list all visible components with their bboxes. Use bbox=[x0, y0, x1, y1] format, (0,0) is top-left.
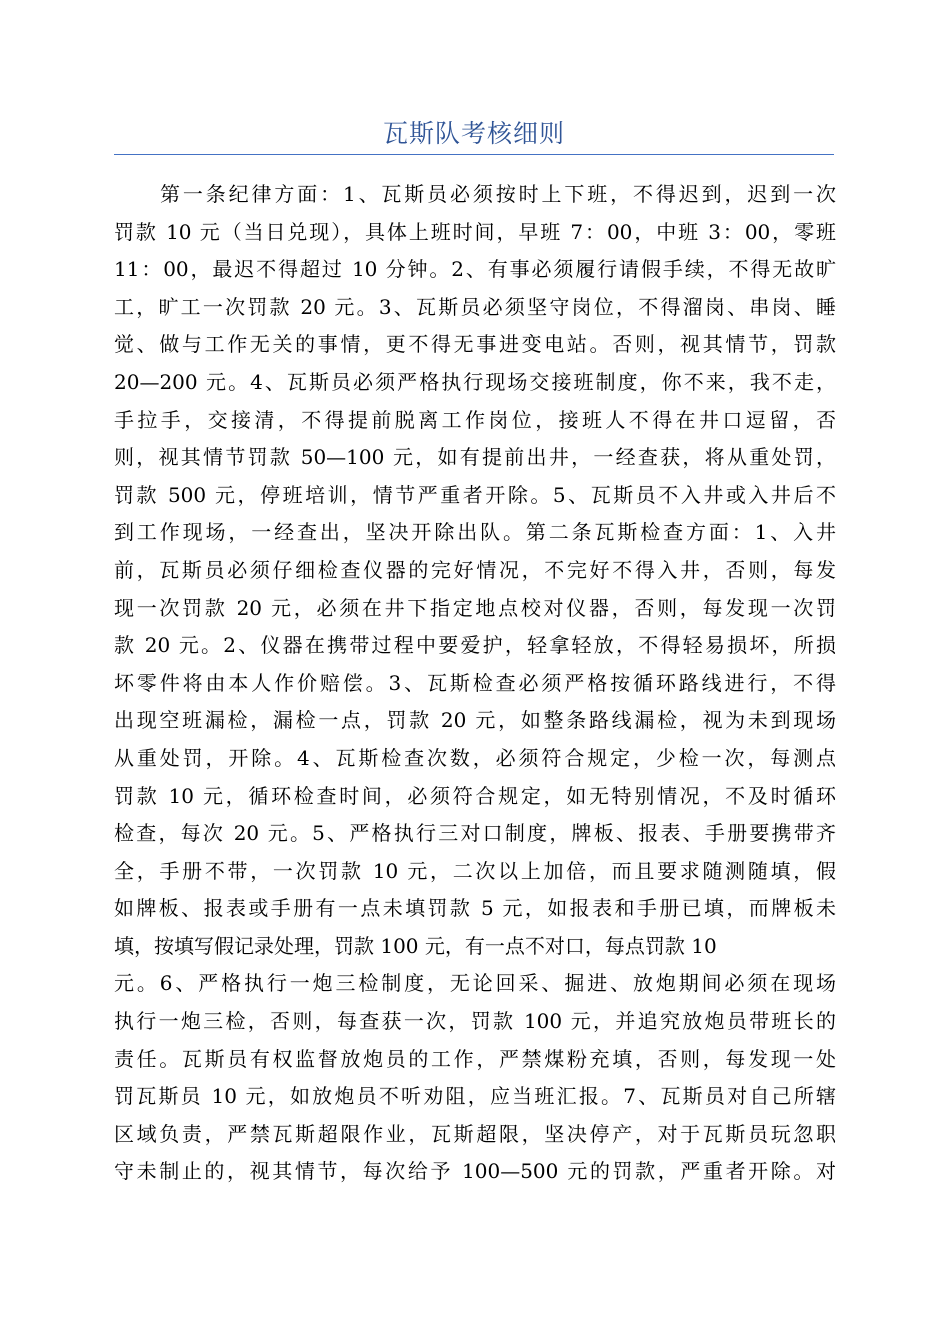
body-line: 坏零件将由本人作价赔偿。3、瓦斯检查必须严格按循环路线进行，不得 bbox=[114, 670, 836, 695]
body-line: 前，瓦斯员必须仔细检查仪器的完好情况，不完好不得入井，否则，每发 bbox=[114, 557, 836, 582]
body-line: 责任。瓦斯员有权监督放炮员的工作，严禁煤粉充填，否则，每发现一处 bbox=[114, 1046, 836, 1071]
body-line: 填，按填写假记录处理，罚款 100 元，有一点不对口，每点罚款 10 bbox=[114, 933, 717, 958]
body-line: 现一次罚款 20 元，必须在井下指定地点校对仪器，否则，每发现一次罚 bbox=[114, 595, 836, 620]
body-line: 到工作现场，一经查出，坚决开除出队。第二条瓦斯检查方面：1、入井 bbox=[114, 520, 836, 545]
body-line: 觉、做与工作无关的事情，更不得无事进变电站。否则，视其情节，罚款 bbox=[114, 332, 836, 357]
body-line: 元。6、严格执行一炮三检制度，无论回采、掘进、放炮期间必须在现场 bbox=[114, 971, 836, 996]
title-underline bbox=[114, 154, 834, 155]
body-line: 区域负责，严禁瓦斯超限作业，瓦斯超限，坚决停产，对于瓦斯员玩忽职 bbox=[114, 1121, 836, 1146]
body-line: 全，手册不带，一次罚款 10 元，二次以上加倍，而且要求随测随填，假 bbox=[114, 858, 836, 883]
body-line: 如牌板、报表或手册有一点未填罚款 5 元，如报表和手册已填，而牌板未 bbox=[114, 896, 836, 921]
body-line: 执行一炮三检，否则，每查获一次，罚款 100 元，并追究放炮员带班长的 bbox=[114, 1009, 836, 1034]
body-line: 检查，每次 20 元。5、严格执行三对口制度，牌板、报表、手册要携带齐 bbox=[114, 821, 836, 846]
body-line: 20—200 元。4、瓦斯员必须严格执行现场交接班制度，你不来，我不走， bbox=[114, 369, 836, 394]
body-line: 从重处罚，开除。4、瓦斯检查次数，必须符合规定，少检一次，每测点 bbox=[114, 745, 836, 770]
body-line: 罚款 10 元（当日兑现），具体上班时间，早班 7：00，中班 3：00，零班 bbox=[114, 219, 836, 244]
document-body bbox=[114, 176, 836, 1191]
body-line: 罚瓦斯员 10 元，如放炮员不听劝阻，应当班汇报。7、瓦斯员对自己所辖 bbox=[114, 1084, 836, 1109]
body-line: 罚款 10 元，循环检查时间，必须符合规定，如无特别情况，不及时循环 bbox=[114, 783, 836, 808]
body-line: 11：00，最迟不得超过 10 分钟。2、有事必须履行请假手续，不得无故旷 bbox=[114, 257, 836, 282]
body-line: 出现空班漏检，漏检一点，罚款 20 元，如整条路线漏检，视为未到现场 bbox=[114, 708, 836, 733]
body-line: 守未制止的，视其情节，每次给予 100—500 元的罚款，严重者开除。对 bbox=[114, 1159, 836, 1184]
body-line: 第一条纪律方面：1、瓦斯员必须按时上下班，不得迟到，迟到一次 bbox=[160, 182, 836, 206]
body-line: 罚款 500 元，停班培训，情节严重者开除。5、瓦斯员不入井或入井后不 bbox=[114, 482, 836, 507]
body-line: 手拉手，交接清，不得提前脱离工作岗位，接班人不得在井口逗留，否 bbox=[114, 407, 836, 432]
body-line: 则，视其情节罚款 50—100 元，如有提前出井，一经查获，将从重处罚， bbox=[114, 445, 836, 470]
document-title: 瓦斯队考核细则 bbox=[382, 119, 565, 148]
body-line: 款 20 元。2、仪器在携带过程中要爱护，轻拿轻放，不得轻易损坏，所损 bbox=[114, 633, 836, 658]
body-line: 工，旷工一次罚款 20 元。3、瓦斯员必须坚守岗位，不得溜岗、串岗、睡 bbox=[114, 294, 836, 319]
